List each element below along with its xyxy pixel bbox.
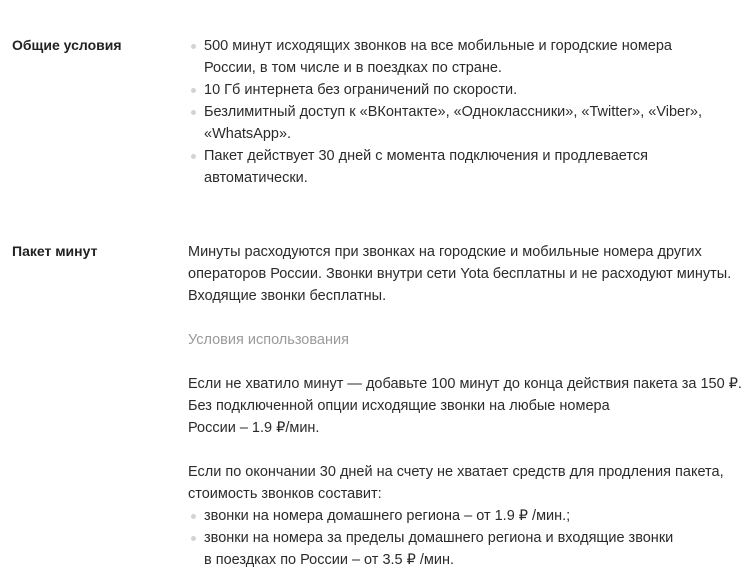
paragraph-line: Без подключенной опции исходящие звонки на любые номера	[188, 398, 610, 414]
minutes-intro	[188, 241, 743, 307]
list-item-text: России, в том числе и в поездках по стране.	[204, 60, 502, 76]
extra-minutes-paragraph	[188, 373, 743, 439]
list-item-text: в поездках по России – от 3.5 ₽ /мин.	[204, 552, 455, 568]
list-item-text: звонки на номера за пределы домашнего региона и входящие звонки	[204, 530, 674, 546]
usage-conditions-subtitle: Условия использования	[188, 332, 349, 348]
paragraph-line: Если по окончании 30 дней на счету не хватает средств для продления пакета,	[188, 464, 724, 480]
paragraph-line: Если не хватило минут — добавьте 100 минут до конца действия пакета за 150 ₽.	[188, 376, 742, 392]
list-item-text: 500 минут исходящих звонков на все мобильные и городские номера	[204, 38, 672, 54]
intro-text: операторов России. Звонки внутри сети Yota бесплатны и не расходуют минуты.	[188, 266, 732, 282]
general-conditions-list	[188, 35, 743, 189]
list-item	[188, 505, 743, 527]
list-item	[188, 79, 743, 101]
list-item-text: автоматически.	[204, 170, 308, 186]
section-title-general: Общие условия	[12, 37, 122, 53]
list-item-text: 10 Гб интернета без ограничений по скорости.	[204, 82, 518, 98]
paragraph-line: России – 1.9 ₽/мин.	[188, 420, 320, 436]
list-item-text: звонки на номера домашнего региона – от 1.9 ₽ /мин.;	[204, 508, 571, 524]
list-item	[188, 145, 743, 189]
intro-text: Входящие звонки бесплатны.	[188, 288, 387, 304]
paragraph-line: стоимость звонков составит:	[188, 486, 382, 502]
section-title-minutes: Пакет минут	[12, 243, 98, 259]
list-item-text: «WhatsApp».	[204, 126, 292, 142]
list-item	[188, 527, 743, 571]
intro-text: Минуты расходуются при звонках на городские и мобильные номера других	[188, 244, 702, 260]
list-item	[188, 101, 743, 145]
list-item	[188, 35, 743, 79]
list-item-text: Безлимитный доступ к «ВКонтакте», «Одноклассники», «Twitter», «Viber»,	[204, 104, 703, 120]
list-item-text: Пакет действует 30 дней с момента подключения и продлевается	[204, 148, 648, 164]
renewal-paragraph	[188, 461, 743, 571]
